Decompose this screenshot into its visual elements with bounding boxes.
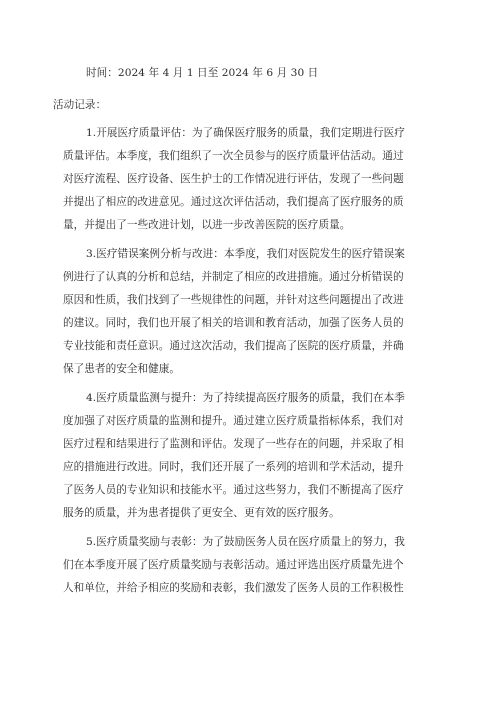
paragraph-line: 们在本季度开展了医疗质量奖励与表彰活动。通过评选出医疗质量先进个 bbox=[63, 559, 404, 571]
paragraph-line: 例进行了认真的分析和总结，并制定了相应的改进措施。通过分析错误的 bbox=[63, 271, 404, 283]
paragraph-line: 了医务人员的专业知识和技能水平。通过这些努力，我们不断提高了医疗 bbox=[63, 484, 404, 496]
record-heading: 活动记录： bbox=[53, 99, 107, 111]
paragraph-line: 5.医疗质量奖励与表彰：为了鼓励医务人员在医疗质量上的努力，我 bbox=[86, 536, 405, 548]
paragraph-line: 专业技能和责任意识。通过这次活动，我们提高了医院的医疗质量，并确 bbox=[63, 340, 404, 352]
paragraph-line: 的建议。同时，我们也开展了相关的培训和教育活动，加强了医务人员的 bbox=[63, 317, 404, 329]
paragraph-line: 3.医疗错误案例分析与改进：本季度，我们对医院发生的医疗错误案 bbox=[86, 248, 405, 260]
paragraph-line: 4.医疗质量监测与提升：为了持续提高医疗服务的质量，我们在本季 bbox=[86, 392, 405, 404]
paragraph-line: 原因和性质，我们找到了一些规律性的问题，并针对这些问题提出了改进 bbox=[63, 294, 404, 306]
time-line: 时间：2024 年 4 月 1 日至 2024 年 6 月 30 日 bbox=[86, 67, 319, 79]
paragraph-line: 1.开展医疗质量评估：为了确保医疗服务的质量，我们定期进行医疗 bbox=[86, 127, 405, 139]
paragraph-line: 度加强了对医疗质量的监测和提升。通过建立医疗质量指标体系，我们对 bbox=[63, 415, 404, 427]
paragraph-line: 并提出了相应的改进意见。通过这次评估活动，我们提高了医疗服务的质 bbox=[63, 196, 404, 208]
paragraph-line: 量，并提出了一些改进计划，以进一步改善医院的医疗质量。 bbox=[63, 219, 351, 231]
paragraph-line: 保了患者的安全和健康。 bbox=[63, 363, 181, 375]
paragraph-line: 人和单位，并给予相应的奖励和表彰，我们激发了医务人员的工作积极性 bbox=[63, 582, 404, 594]
paragraph-line: 对医疗流程、医疗设备、医生护士的工作情况进行评估，发现了一些问题 bbox=[63, 173, 404, 185]
paragraph-line: 服务的质量，并为患者提供了更安全、更有效的医疗服务。 bbox=[63, 507, 340, 519]
paragraph-line: 医疗过程和结果进行了监测和评估。发现了一些存在的问题，并采取了相 bbox=[63, 438, 404, 450]
paragraph-line: 质量评估。本季度，我们组织了一次全员参与的医疗质量评估活动。通过 bbox=[63, 150, 404, 162]
paragraph-line: 应的措施进行改进。同时，我们还开展了一系列的培训和学术活动，提升 bbox=[63, 461, 404, 473]
